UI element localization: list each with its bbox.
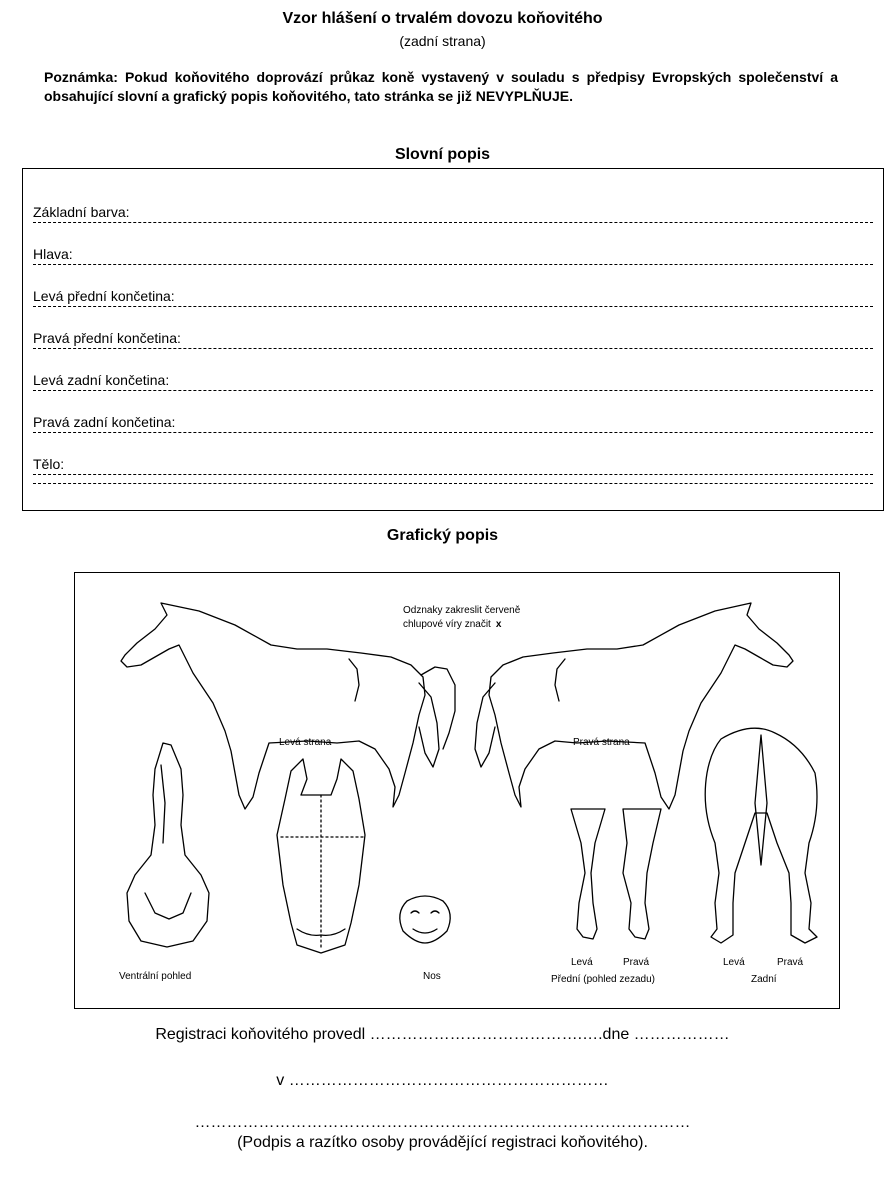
label-left-side: Levá strana — [279, 737, 332, 748]
field-body-extra-line[interactable] — [33, 482, 873, 484]
instruction-line-1: Odznaky zakreslit červeně — [403, 605, 521, 616]
page-title: Vzor hlášení o trvalém dovozu koňovitého — [282, 10, 603, 27]
label-front-left: Levá — [571, 957, 593, 968]
horse-ventral-view-drawing[interactable] — [127, 743, 209, 947]
field-left-foreleg[interactable]: Levá přední končetina: — [33, 284, 873, 307]
page-subtitle: (zadní strana) — [399, 33, 486, 49]
horse-left-side-drawing[interactable] — [121, 603, 455, 809]
label-right-side: Pravá strana — [573, 737, 630, 748]
label-nose: Nos — [423, 971, 441, 982]
label-hind-left: Levá — [723, 957, 745, 968]
label-ventral-view: Ventrální pohled — [119, 971, 192, 982]
field-right-hindleg[interactable]: Pravá zadní končetina: — [33, 410, 873, 433]
label-front-caption: Přední (pohled zezadu) — [551, 974, 655, 985]
verbal-description-heading: Slovní popis — [394, 146, 491, 163]
svg-text:chlupové víry značitx — [403, 619, 502, 630]
verbal-description-box — [22, 168, 884, 511]
instruction-line-2: chlupové víry značit — [403, 619, 491, 630]
whorl-mark-symbol: x — [495, 619, 502, 630]
signature-line[interactable]: ………………………………………………………………………………… — [194, 1114, 691, 1131]
front-legs-rear-view-drawing[interactable] — [571, 809, 661, 939]
horse-diagram — [74, 572, 840, 1009]
registration-place-line[interactable]: v …………………………………………………… — [276, 1072, 609, 1089]
registration-line[interactable]: Registraci koňovitého provedl ………………………………….….dne ……………… — [155, 1026, 730, 1043]
hind-legs-rear-view-drawing[interactable] — [705, 728, 817, 943]
note-paragraph: Poznámka: Pokud koňovitého doprovází průkaz koně vystavený v souladu s předpisy Evropských společenství a obsahující slovní a grafický popis koňovitého, tato stránka se již NEVYPLŇUJE. — [44, 69, 838, 104]
graphic-description-heading: Grafický popis — [386, 527, 499, 544]
horse-right-side-drawing[interactable] — [475, 603, 793, 809]
label-hind-caption: Zadní — [751, 974, 777, 985]
label-hind-right: Pravá — [777, 957, 804, 968]
field-right-foreleg[interactable]: Pravá přední končetina: — [33, 326, 873, 349]
label-front-right: Pravá — [623, 957, 650, 968]
signature-caption: (Podpis a razítko osoby provádějící registraci koňovitého). — [237, 1134, 648, 1151]
field-head[interactable]: Hlava: — [33, 242, 873, 265]
horse-head-front-drawing[interactable] — [277, 759, 365, 953]
field-left-hindleg[interactable]: Levá zadní končetina: — [33, 368, 873, 391]
field-base-colour[interactable]: Základní barva: — [33, 200, 873, 223]
horse-nose-drawing[interactable] — [400, 896, 450, 943]
field-body[interactable]: Tělo: — [33, 452, 873, 475]
